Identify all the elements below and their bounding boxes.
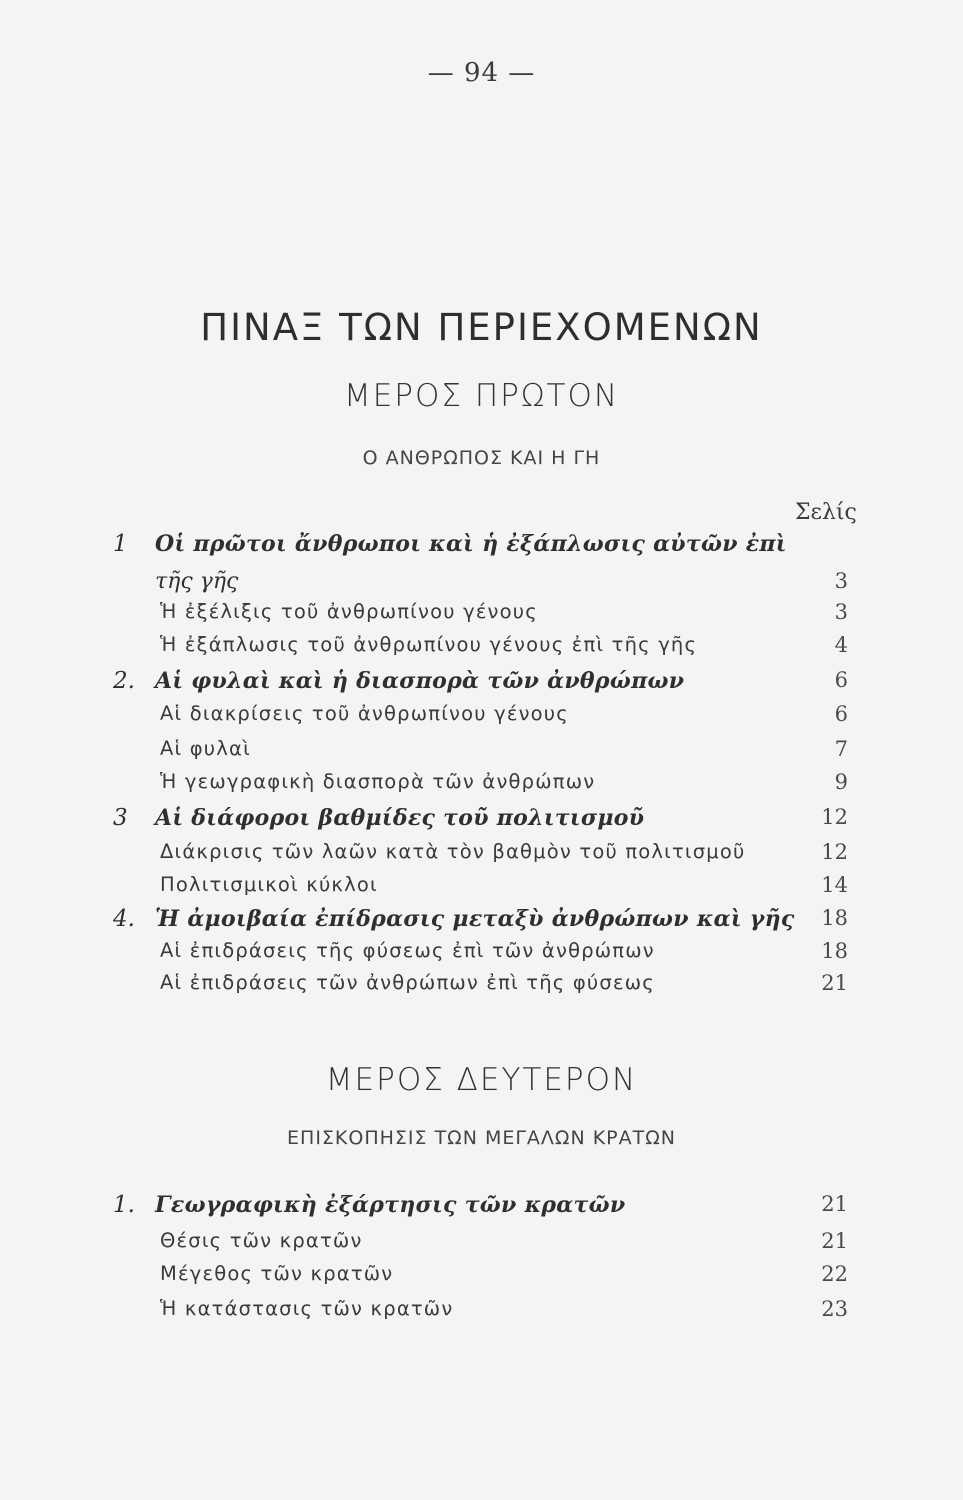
toc-section-entry xyxy=(0,633,963,667)
toc-entry-page-number: 3 xyxy=(834,600,848,624)
pages-column-header: Σελίς xyxy=(795,500,857,525)
toc-section-entry xyxy=(0,873,963,907)
part-two-title: ΜΕΡΟΣ ΔΕΥΤΕΡΟΝ xyxy=(325,1062,638,1098)
toc-entry-title: Ἡ γεωγραφικὴ διασπορὰ τῶν ἀνθρώπων xyxy=(160,770,596,793)
toc-chapter-entry xyxy=(0,531,963,565)
toc-chapter-entry xyxy=(0,569,963,603)
toc-entry-page-number: 21 xyxy=(821,971,848,995)
toc-entry-page-number: 21 xyxy=(821,1192,848,1216)
toc-chapter-entry xyxy=(0,668,963,702)
toc-entry-title: Διάκρισις τῶν λαῶν κατὰ τὸν βαθμὸν τοῦ πολιτισμοῦ xyxy=(160,840,746,863)
toc-entry-title: Θέσις τῶν κρατῶν xyxy=(160,1229,363,1252)
toc-entry-page-number: 9 xyxy=(834,770,848,794)
toc-chapter-entry xyxy=(0,1192,963,1226)
toc-entry-page-number: 18 xyxy=(821,906,848,930)
toc-entry-title: Ἡ ἀμοιβαία ἐπίδρασις μεταξὺ ἀνθρώπων καὶ γῆς xyxy=(155,906,795,932)
part-one-title: ΜΕΡΟΣ ΠΡΩΤΟΝ xyxy=(343,378,620,414)
toc-entry-title: Αἱ φυλαὶ xyxy=(160,737,251,760)
toc-entry-title: Ἡ ἐξέλιξις τοῦ ἀνθρωπίνου γένους xyxy=(160,600,538,623)
toc-section-entry xyxy=(0,737,963,771)
toc-entry-number: 1. xyxy=(113,1192,135,1218)
toc-entry-title: Αἱ φυλαὶ καὶ ἡ διασπορὰ τῶν ἀνθρώπων xyxy=(155,668,685,694)
toc-entry-title: Αἱ διάφοροι βαθμίδες τοῦ πολιτισμοῦ xyxy=(155,805,645,831)
toc-entry-title: Πολιτισμικοὶ κύκλοι xyxy=(160,873,378,896)
toc-chapter-entry xyxy=(0,906,963,940)
toc-entry-title: τῆς γῆς xyxy=(155,569,239,594)
toc-entry-title: Ἡ ἐξάπλωσις τοῦ ἀνθρωπίνου γένους ἐπὶ τῆς γῆς xyxy=(160,633,698,656)
toc-section-entry xyxy=(0,770,963,804)
toc-section-entry xyxy=(0,939,963,973)
toc-entry-page-number: 4 xyxy=(834,633,848,657)
toc-entry-number: 4. xyxy=(113,906,135,932)
toc-entry-page-number: 3 xyxy=(834,569,848,593)
toc-section-entry xyxy=(0,1229,963,1263)
part-one-subtitle: Ο ΑΝΘΡΩΠΟΣ ΚΑΙ Η ΓΗ xyxy=(362,447,601,469)
toc-entry-page-number: 12 xyxy=(821,805,848,829)
toc-entry-page-number: 7 xyxy=(834,737,848,761)
toc-entry-page-number: 18 xyxy=(821,939,848,963)
toc-entry-title: Γεωγραφικὴ ἐξάρτησις τῶν κρατῶν xyxy=(155,1192,626,1218)
toc-section-entry xyxy=(0,971,963,1005)
toc-section-entry xyxy=(0,1297,963,1331)
toc-entry-number: 1 xyxy=(113,531,128,557)
toc-entry-number: 3 xyxy=(113,805,128,831)
toc-entry-number: 2. xyxy=(113,668,135,694)
toc-section-entry xyxy=(0,1262,963,1296)
toc-entry-title: Μέγεθος τῶν κρατῶν xyxy=(160,1262,394,1285)
toc-chapter-entry xyxy=(0,805,963,839)
page-number: — 94 — xyxy=(427,58,536,88)
toc-entry-page-number: 23 xyxy=(821,1297,848,1321)
toc-entry-page-number: 22 xyxy=(821,1262,848,1286)
toc-section-entry xyxy=(0,600,963,634)
toc-entry-page-number: 14 xyxy=(821,873,848,897)
part-two-subtitle: ΕΠΙΣΚΟΠΗΣΙΣ ΤΩΝ ΜΕΓΑΛΩΝ ΚΡΑΤΩΝ xyxy=(287,1127,676,1149)
toc-entry-page-number: 21 xyxy=(821,1229,848,1253)
toc-entry-title: Αἱ ἐπιδράσεις τῆς φύσεως ἐπὶ τῶν ἀνθρώπων xyxy=(160,939,655,962)
toc-entry-title: Αἱ ἐπιδράσεις τῶν ἀνθρώπων ἐπὶ τῆς φύσεως xyxy=(160,971,655,994)
toc-entry-page-number: 12 xyxy=(821,840,848,864)
toc-section-entry xyxy=(0,702,963,736)
toc-entry-title: Οἱ πρῶτοι ἄνθρωποι καὶ ἡ ἐξάπλωσις αὐτῶν ἐπὶ xyxy=(155,531,787,557)
toc-entry-title: Ἡ κατάστασις τῶν κρατῶν xyxy=(160,1297,454,1320)
table-of-contents-title: ΠΙΝΑΞ ΤΩΝ ΠΕΡΙΕΧΟΜΕΝΩΝ xyxy=(200,306,763,349)
toc-entry-page-number: 6 xyxy=(834,702,848,726)
toc-section-entry xyxy=(0,840,963,874)
toc-entry-page-number: 6 xyxy=(834,668,848,692)
toc-entry-title: Αἱ διακρίσεις τοῦ ἀνθρωπίνου γένους xyxy=(160,702,569,725)
